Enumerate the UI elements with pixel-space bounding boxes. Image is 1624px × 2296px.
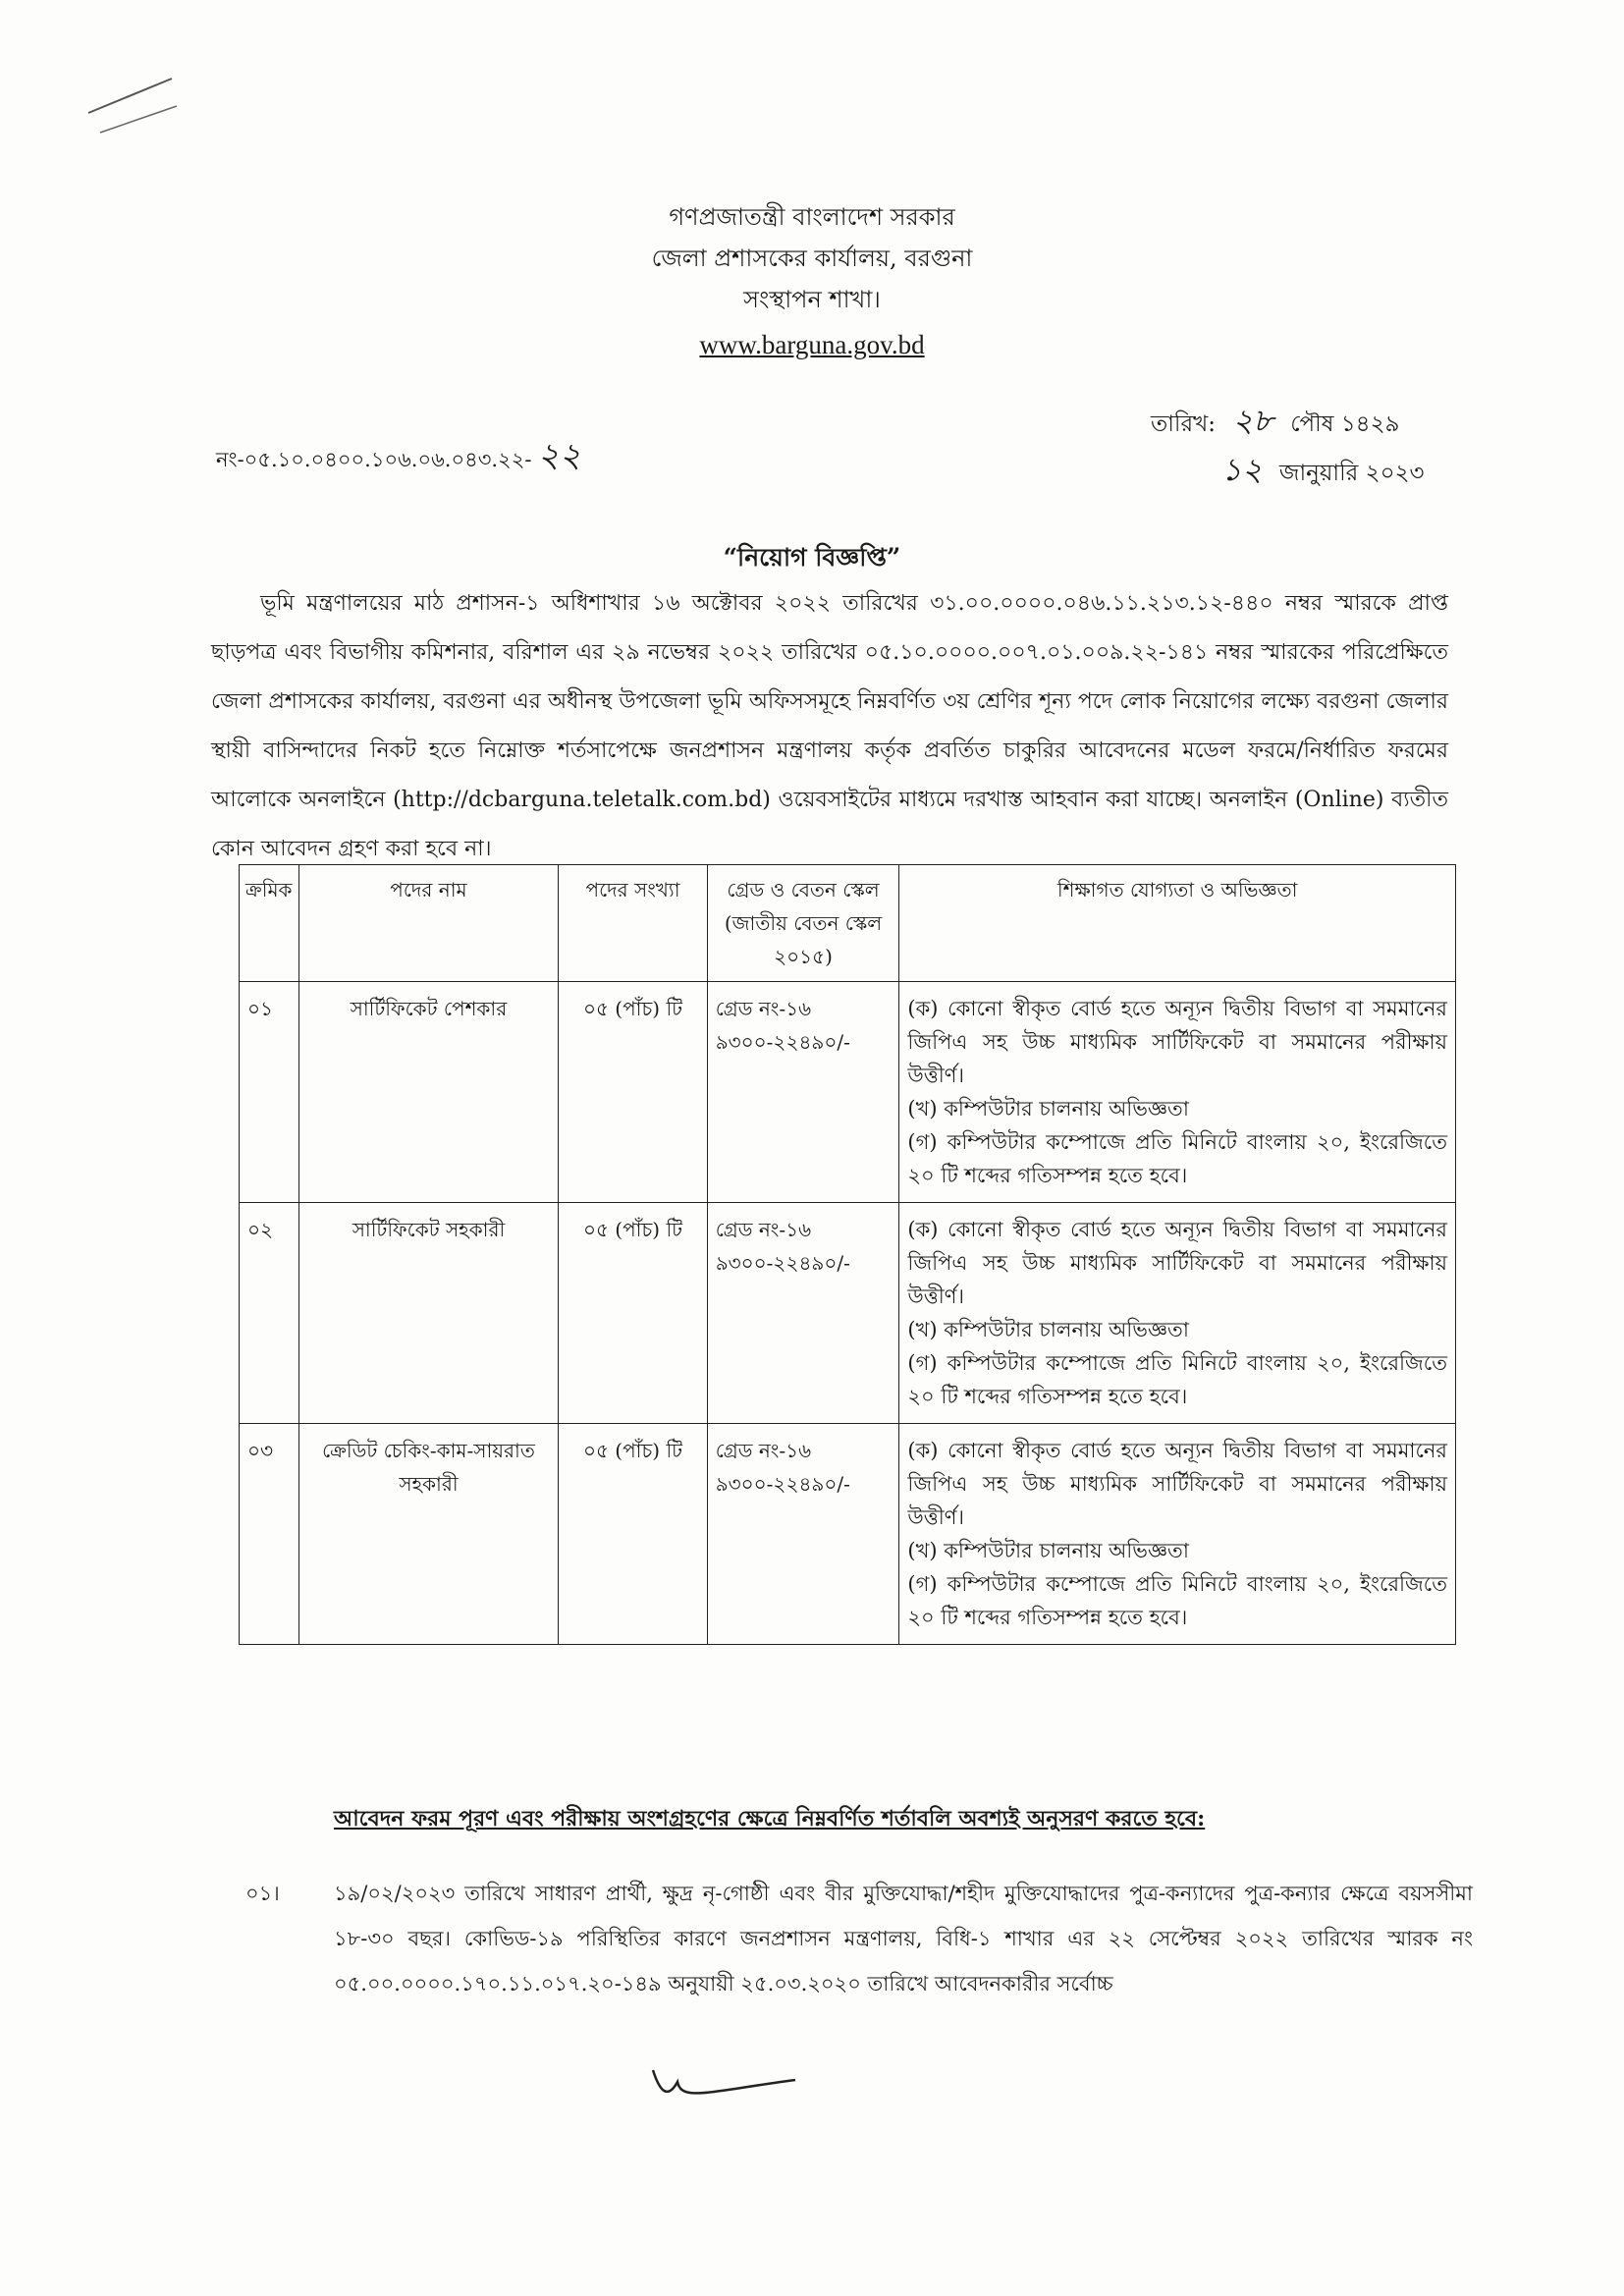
grade-number: গ্রেড নং-১৬ [715,997,812,1020]
date-label: তারিখ: [1151,411,1217,437]
conditions-heading: আবেদন ফরম পূরণ এবং পরীক্ষায় অংশগ্রহণের ক্ষেত্রে নিম্নবর্ণিত শর্তাবলি অবশ্যই অনুসরণ করতে হবে: [334,1806,1206,1831]
office-name: জেলা প্রশাসকের কার্যালয়, বরগুনা [651,245,973,272]
date-row-bangla [1151,398,1424,447]
cell-count: ০৫ (পাঁচ) টি [559,982,707,1203]
cell-qualification [899,1203,1456,1424]
website-link[interactable]: www.barguna.gov.bd [699,330,925,359]
date-row-english [1151,447,1424,496]
qualification-b: (খ) কম্পিউটার চালনায় অভিজ্ঞতা [907,1097,1189,1121]
memo-number-text: নং-০৫.১০.০৪০০.১০৬.০৬.০৪৩.২২- [216,448,532,471]
cell-serial: ০১ [240,982,299,1203]
grade-number: গ্রেড নং-১৬ [715,1439,812,1462]
pay-scale: ৯৩০০-২২৪৯০/- [715,1030,850,1054]
table-row [240,1203,1456,1424]
table-row [240,982,1456,1203]
memo-number [216,430,581,486]
qualification-c: (গ) কম্পিউটার কম্পোজে প্রতি মিনিটে বাংলায় ২০, ইংরেজিতে ২০ টি শব্দের গতিসম্পন্ন হতে হবে। [907,1351,1447,1408]
date-day-english: ১২ [1221,451,1263,488]
cell-serial: ০২ [240,1203,299,1424]
condition-number: ০১। [245,1882,280,1905]
qualification-a: (ক) কোনো স্বীকৃত বোর্ড হতে অন্যূন দ্বিতীয় বিভাগ বা সমমানের জিপিএ সহ উচ্চ মাধ্যমিক সার্টিফিকেট বা সমমানের পরীক্ষায় উত্তীর্ণ। [907,997,1447,1087]
cell-grade [707,1203,899,1424]
condition-text: ১৯/০২/২০২৩ তারিখে সাধারণ প্রার্থী, ক্ষুদ্র নৃ-গোষ্ঠী এবং বীর মুক্তিযোদ্ধা/শহীদ মুক্তিযোদ্ধাদের পুত্র-কন্যাদের পুত্র-কন্যার ক্ষেত্রে বয়সসীমা ১৮-৩০ বছর। কোভিড-১৯ পরিস্থিতির কারণে জনপ্রশাসন মন্ত্রণালয়, বিধি-১ শাখার এর ২২ সেপ্টেম্বর ২০২২ তারিখের স্মারক নং ০৫.০০.০০০০.১৭০.১১.০১৭.২০-১৪৯ অনুযায়ী ২৫.০৩.২০২০ তারিখে আবেদনকারীর সর্বোচ্চ [334,1882,1473,1995]
date-month-bangla: পৌষ ১৪২৯ [1290,411,1400,437]
qualification-c: (গ) কম্পিউটার কম্পোজে প্রতি মিনিটে বাংলায় ২০, ইংরেজিতে ২০ টি শব্দের গতিসম্পন্ন হতে হবে। [907,1572,1447,1629]
header-serial: ক্রমিক [240,865,299,982]
condition-item [245,1871,1473,2006]
cell-post: সার্টিফিকেট পেশকার [298,982,559,1203]
intro-paragraph: ভূমি মন্ত্রণালয়ের মাঠ প্রশাসন-১ অধিশাখার ১৬ অক্টোবর ২০২২ তারিখের ৩১.০০.০০০০.০৪৬.১১.২১৩.১২-৪৪০ নম্বর স্মারকে প্রাপ্ত ছাড়পত্র এবং বিভাগীয় কমিশনার, বরিশাল এর ২৯ নভেম্বর ২০২২ তারিখের ০৫.১০.০০০০.০০৭.০১.০০৯.২২-১৪১ নম্বর স্মারকের পরিপ্রেক্ষিতে জেলা প্রশাসকের কার্যালয়, বরগুনা এর অধীনস্থ উপজেলা ভূমি অফিসসমূহে নিম্নবর্ণিত ৩য় শ্রেণির শূন্য পদে লোক নিয়োগের লক্ষ্যে বরগুনা জেলার স্থায়ী বাসিন্দাদের নিকট হতে নিম্নোক্ত শর্তসাপেক্ষে জনপ্রশাসন মন্ত্রণালয় কর্তৃক প্রবর্তিত চাকুরির আবেদনের মডেল ফরমে/নির্ধারিত ফরমের আলোকে অনলাইনে (http://dcbarguna.teletalk.com.bd) ওয়েবসাইটের মাধ্যমে দরখাস্ত আহবান করা যাচ্ছে। অনলাইন (Online) ব্যতীত কোন আবেদন গ্রহণ করা হবে না। [211,591,1448,861]
grade-number: গ্রেড নং-১৬ [715,1218,812,1241]
table-header-row [240,865,1456,982]
cell-count: ০৫ (পাঁচ) টি [559,1203,707,1424]
memo-handwritten-number: ২২ [537,436,581,475]
pen-stroke-marks [79,69,196,147]
cell-serial: ০৩ [240,1424,299,1645]
posts-table [239,864,1456,1645]
cell-qualification [899,982,1456,1203]
pay-scale: ৯৩০০-২২৪৯০/- [715,1472,850,1496]
letterhead [0,196,1624,365]
header-grade: গ্রেড ও বেতন স্কেল (জাতীয় বেতন স্কেল ২০১৫) [707,865,899,982]
qualification-a: (ক) কোনো স্বীকৃত বোর্ড হতে অন্যূন দ্বিতীয় বিভাগ বা সমমানের জিপিএ সহ উচ্চ মাধ্যমিক সার্টিফিকেট বা সমমানের পরীক্ষায় উত্তীর্ণ। [907,1439,1447,1529]
govt-name: গণপ্রজাতন্ত্রী বাংলাদেশ সরকার [669,203,955,231]
date-day-bangla: ২৮ [1232,402,1273,439]
notice-title: “নিয়োগ বিজ্ঞপ্তি” [723,543,901,572]
qualification-c: (গ) কম্পিউটার কম্পোজে প্রতি মিনিটে বাংলায় ২০, ইংরেজিতে ২০ টি শব্দের গতিসম্পন্ন হতে হবে। [907,1130,1447,1187]
cell-post: ক্রেডিট চেকিং-কাম-সায়রাত সহকারী [298,1424,559,1645]
date-block [1151,398,1424,496]
signature-mark [648,2052,805,2111]
header-count: পদের সংখ্যা [559,865,707,982]
section-name: সংস্থাপন শাখা। [743,286,881,313]
qualification-a: (ক) কোনো স্বীকৃত বোর্ড হতে অন্যূন দ্বিতীয় বিভাগ বা সমমানের জিপিএ সহ উচ্চ মাধ্যমিক সার্টিফিকেট বা সমমানের পরীক্ষায় উত্তীর্ণ। [907,1218,1447,1308]
cell-grade [707,982,899,1203]
header-post: পদের নাম [298,865,559,982]
cell-count: ০৫ (পাঁচ) টি [559,1424,707,1645]
cell-qualification [899,1424,1456,1645]
table-row [240,1424,1456,1645]
qualification-b: (খ) কম্পিউটার চালনায় অভিজ্ঞতা [907,1539,1189,1562]
pay-scale: ৯৩০০-২২৪৯০/- [715,1251,850,1275]
cell-post: সার্টিফিকেট সহকারী [298,1203,559,1424]
cell-grade [707,1424,899,1645]
date-month-english: জানুয়ারি ২০২৩ [1278,461,1425,486]
qualification-b: (খ) কম্পিউটার চালনায় অভিজ্ঞতা [907,1318,1189,1341]
header-qualification: শিক্ষাগত যোগ্যতা ও অভিজ্ঞতা [899,865,1456,982]
